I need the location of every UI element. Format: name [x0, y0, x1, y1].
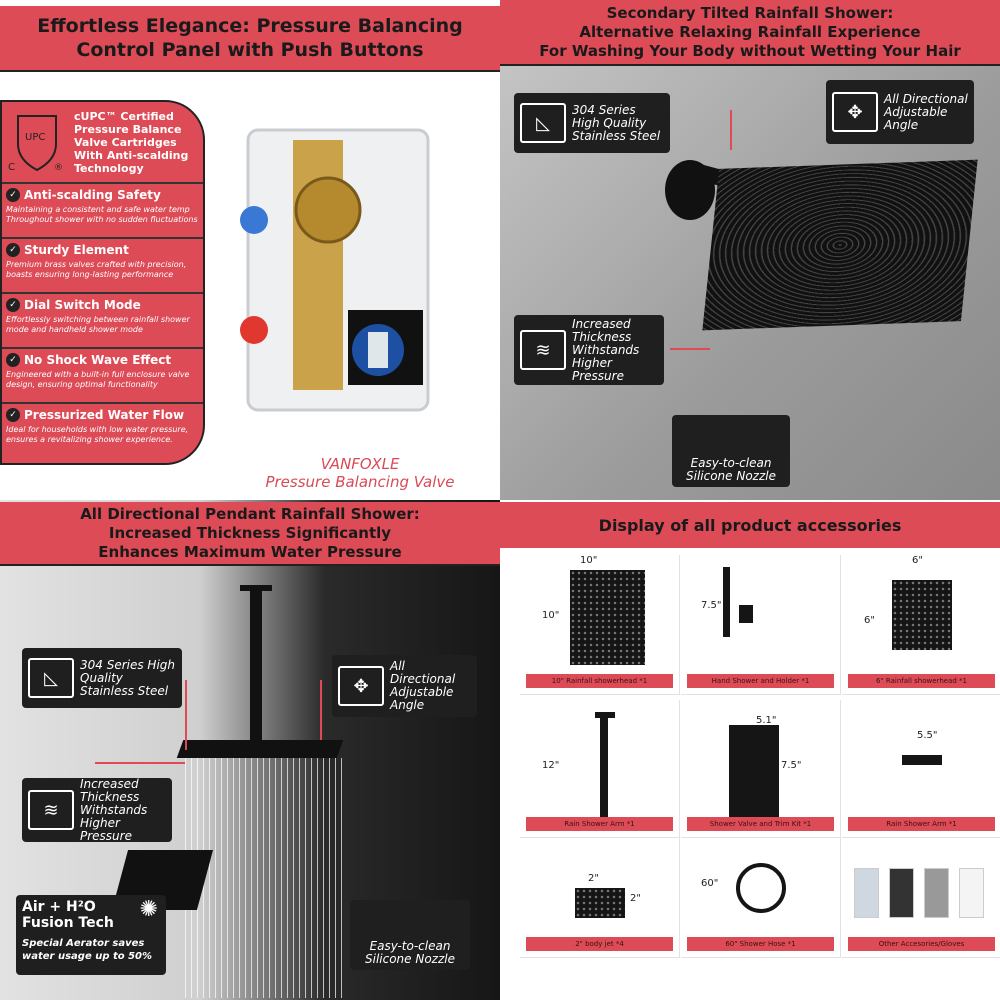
feature-title: Pressurized Water Flow [24, 408, 185, 422]
accessory-label: Other Accesories/Gloves [848, 937, 995, 951]
accessories-panel [500, 500, 1000, 1000]
feature-badge [514, 93, 670, 153]
steel-profile-icon: ◺ [520, 103, 566, 143]
accessory-item [681, 700, 841, 838]
check-icon: ✓ [6, 243, 20, 257]
feature-desc: Effortlessly switching between rainfall shower mode and handheld shower mode [6, 315, 190, 334]
accessory-item [520, 700, 680, 838]
accessory-label: Rain Shower Arm *1 [848, 817, 995, 831]
cert-line: With Anti-scalding [74, 148, 189, 162]
fusion-title: Air + H²O Fusion Tech [22, 899, 114, 931]
accessory-item [520, 838, 680, 958]
feature-badge [350, 900, 470, 970]
dimension-label: 7.5" [701, 600, 722, 611]
badge-text: Increased Thickness Withstands Higher Pressure [80, 776, 148, 843]
dimension-label: 10" [542, 610, 560, 621]
callout-line [95, 762, 185, 764]
badge-text: 304 Series High Quality Stainless Steel [80, 657, 176, 698]
product-image [889, 868, 914, 918]
title-line: Alternative Relaxing Rainfall Experience [579, 22, 921, 41]
feature-badge [22, 648, 182, 708]
title-line: For Washing Your Body without Wetting Your Hair [539, 41, 961, 60]
section-title [0, 6, 500, 72]
dimension-label: 5.1" [756, 715, 777, 726]
fusion-tech-badge [16, 895, 166, 975]
feature-title: Sturdy Element [24, 243, 129, 257]
product-image [924, 868, 949, 918]
dimension-label: 6" [912, 555, 923, 566]
tilted-shower-panel [500, 0, 1000, 500]
accessory-label: 2" body jet *4 [526, 937, 673, 951]
accessory-label: 6" Rainfall showerhead *1 [848, 674, 995, 688]
feature-desc: Engineered with a built-in full enclosure valve design, ensuring optimal functionality [6, 370, 190, 389]
check-icon: ✓ [6, 188, 20, 202]
feature-item [2, 239, 203, 294]
ceiling-arm [250, 590, 262, 740]
fusion-desc: Special Aerator saves water usage up to 50% [22, 938, 153, 962]
feature-desc: Ideal for households with low water pressure, ensures a revitalizing shower experience. [6, 425, 189, 444]
valve-features-panel [0, 0, 500, 500]
feature-badge [514, 315, 664, 385]
title-line: Increased Thickness Significantly [108, 523, 392, 542]
product-image [575, 888, 625, 918]
cert-line: Valve Cartridges [74, 135, 177, 149]
showerhead [702, 160, 977, 331]
upc-logo-text: UPC [25, 132, 46, 143]
dimension-label: 60" [701, 878, 719, 889]
valve-image [228, 120, 443, 420]
title-line: Effortless Elegance: Pressure Balancing [37, 15, 463, 37]
badge-text: All Directional Adjustable Angle [390, 659, 456, 712]
directional-arrows-icon: ✥ [338, 666, 384, 706]
accessory-item [842, 555, 1000, 695]
badge-text: 304 Series High Quality Stainless Steel [572, 102, 661, 143]
accessory-item [842, 700, 1000, 838]
feature-item [2, 404, 203, 459]
accessory-item [681, 838, 841, 958]
directional-arrows-icon: ✥ [832, 92, 878, 132]
product-name: Pressure Balancing Valve [265, 473, 455, 491]
product-image [570, 570, 645, 665]
section-title [500, 0, 1000, 66]
svg-text:®: ® [54, 163, 63, 173]
feature-desc: Maintaining a consistent and safe water temp Throughout shower with no sudden fluctuations [6, 205, 198, 224]
check-icon: ✓ [6, 353, 20, 367]
check-icon: ✓ [6, 408, 20, 422]
product-image [959, 868, 984, 918]
cupc-certification [2, 102, 203, 184]
showerhead [177, 740, 344, 758]
dimension-label: 2" [630, 893, 641, 904]
title-line: Control Panel with Push Buttons [76, 39, 424, 61]
callout-line [320, 680, 322, 740]
callout-line [730, 110, 732, 150]
dimension-label: 12" [542, 760, 560, 771]
section-title [0, 502, 500, 566]
feature-badge [22, 778, 172, 842]
cert-text [74, 110, 188, 175]
callout-line [185, 680, 187, 750]
layers-icon: ≋ [28, 790, 74, 830]
layers-icon: ≋ [520, 330, 566, 370]
svg-text:C: C [8, 162, 15, 173]
accessory-label: Shower Valve and Trim Kit *1 [687, 817, 834, 831]
feature-title: No Shock Wave Effect [24, 353, 172, 367]
upc-shield-icon [6, 110, 66, 174]
accessory-item [520, 555, 680, 695]
accessory-label: 60" Shower Hose *1 [687, 937, 834, 951]
dimension-label: 7.5" [781, 760, 802, 771]
feature-badge [332, 655, 477, 717]
badge-text: Easy-to-clean Silicone Nozzle [686, 456, 776, 483]
badge-text: Easy-to-clean Silicone Nozzle [365, 939, 455, 966]
badge-text: Increased Thickness Withstands Higher Pressure [572, 316, 640, 383]
accessory-label: 10" Rainfall showerhead *1 [526, 674, 673, 688]
title-line: Enhances Maximum Water Pressure [98, 542, 402, 561]
product-image [854, 868, 879, 918]
product-image [892, 580, 952, 650]
title-line: Secondary Tilted Rainfall Shower: [606, 3, 894, 22]
dimension-label: 5.5" [917, 730, 938, 741]
pendant-shower-panel [0, 500, 500, 1000]
feature-title: Anti-scalding Safety [24, 188, 161, 202]
feature-badge [672, 415, 790, 487]
product-image [600, 715, 608, 825]
check-icon: ✓ [6, 298, 20, 312]
callout-line [670, 348, 710, 350]
brand-name: VANFOXLE [320, 455, 400, 473]
features-list [0, 100, 205, 465]
product-image [729, 725, 779, 820]
product-image [902, 755, 942, 765]
accessory-item [681, 555, 841, 695]
feature-title: Dial Switch Mode [24, 298, 141, 312]
brand-caption [245, 455, 475, 491]
cert-line: cUPC™ Certified [74, 109, 174, 123]
feature-item [2, 349, 203, 404]
product-image [736, 863, 786, 913]
dimension-label: 2" [588, 873, 599, 884]
section-title [500, 502, 1000, 548]
accessory-label: Rain Shower Arm *1 [526, 817, 673, 831]
cert-line: Technology [74, 161, 144, 175]
title-line: All Directional Pendant Rainfall Shower: [80, 504, 420, 523]
badge-text: All Directional Adjustable Angle [884, 91, 968, 132]
accessory-item [842, 838, 1000, 958]
feature-badge [826, 80, 974, 144]
water-stream [185, 758, 345, 998]
feature-desc: Premium brass valves crafted with precision, boasts ensuring long-lasting performance [6, 260, 187, 279]
product-image [739, 605, 753, 623]
feature-item [2, 184, 203, 239]
title-text: Display of all product accessories [598, 515, 902, 535]
dimension-label: 6" [864, 615, 875, 626]
product-image [723, 567, 730, 637]
aerator-fan-icon: ✺ [139, 897, 158, 922]
steel-profile-icon: ◺ [28, 658, 74, 698]
accessory-label: Hand Shower and Holder *1 [687, 674, 834, 688]
cert-line: Pressure Balance [74, 122, 182, 136]
feature-item [2, 294, 203, 349]
dimension-label: 10" [580, 555, 598, 566]
